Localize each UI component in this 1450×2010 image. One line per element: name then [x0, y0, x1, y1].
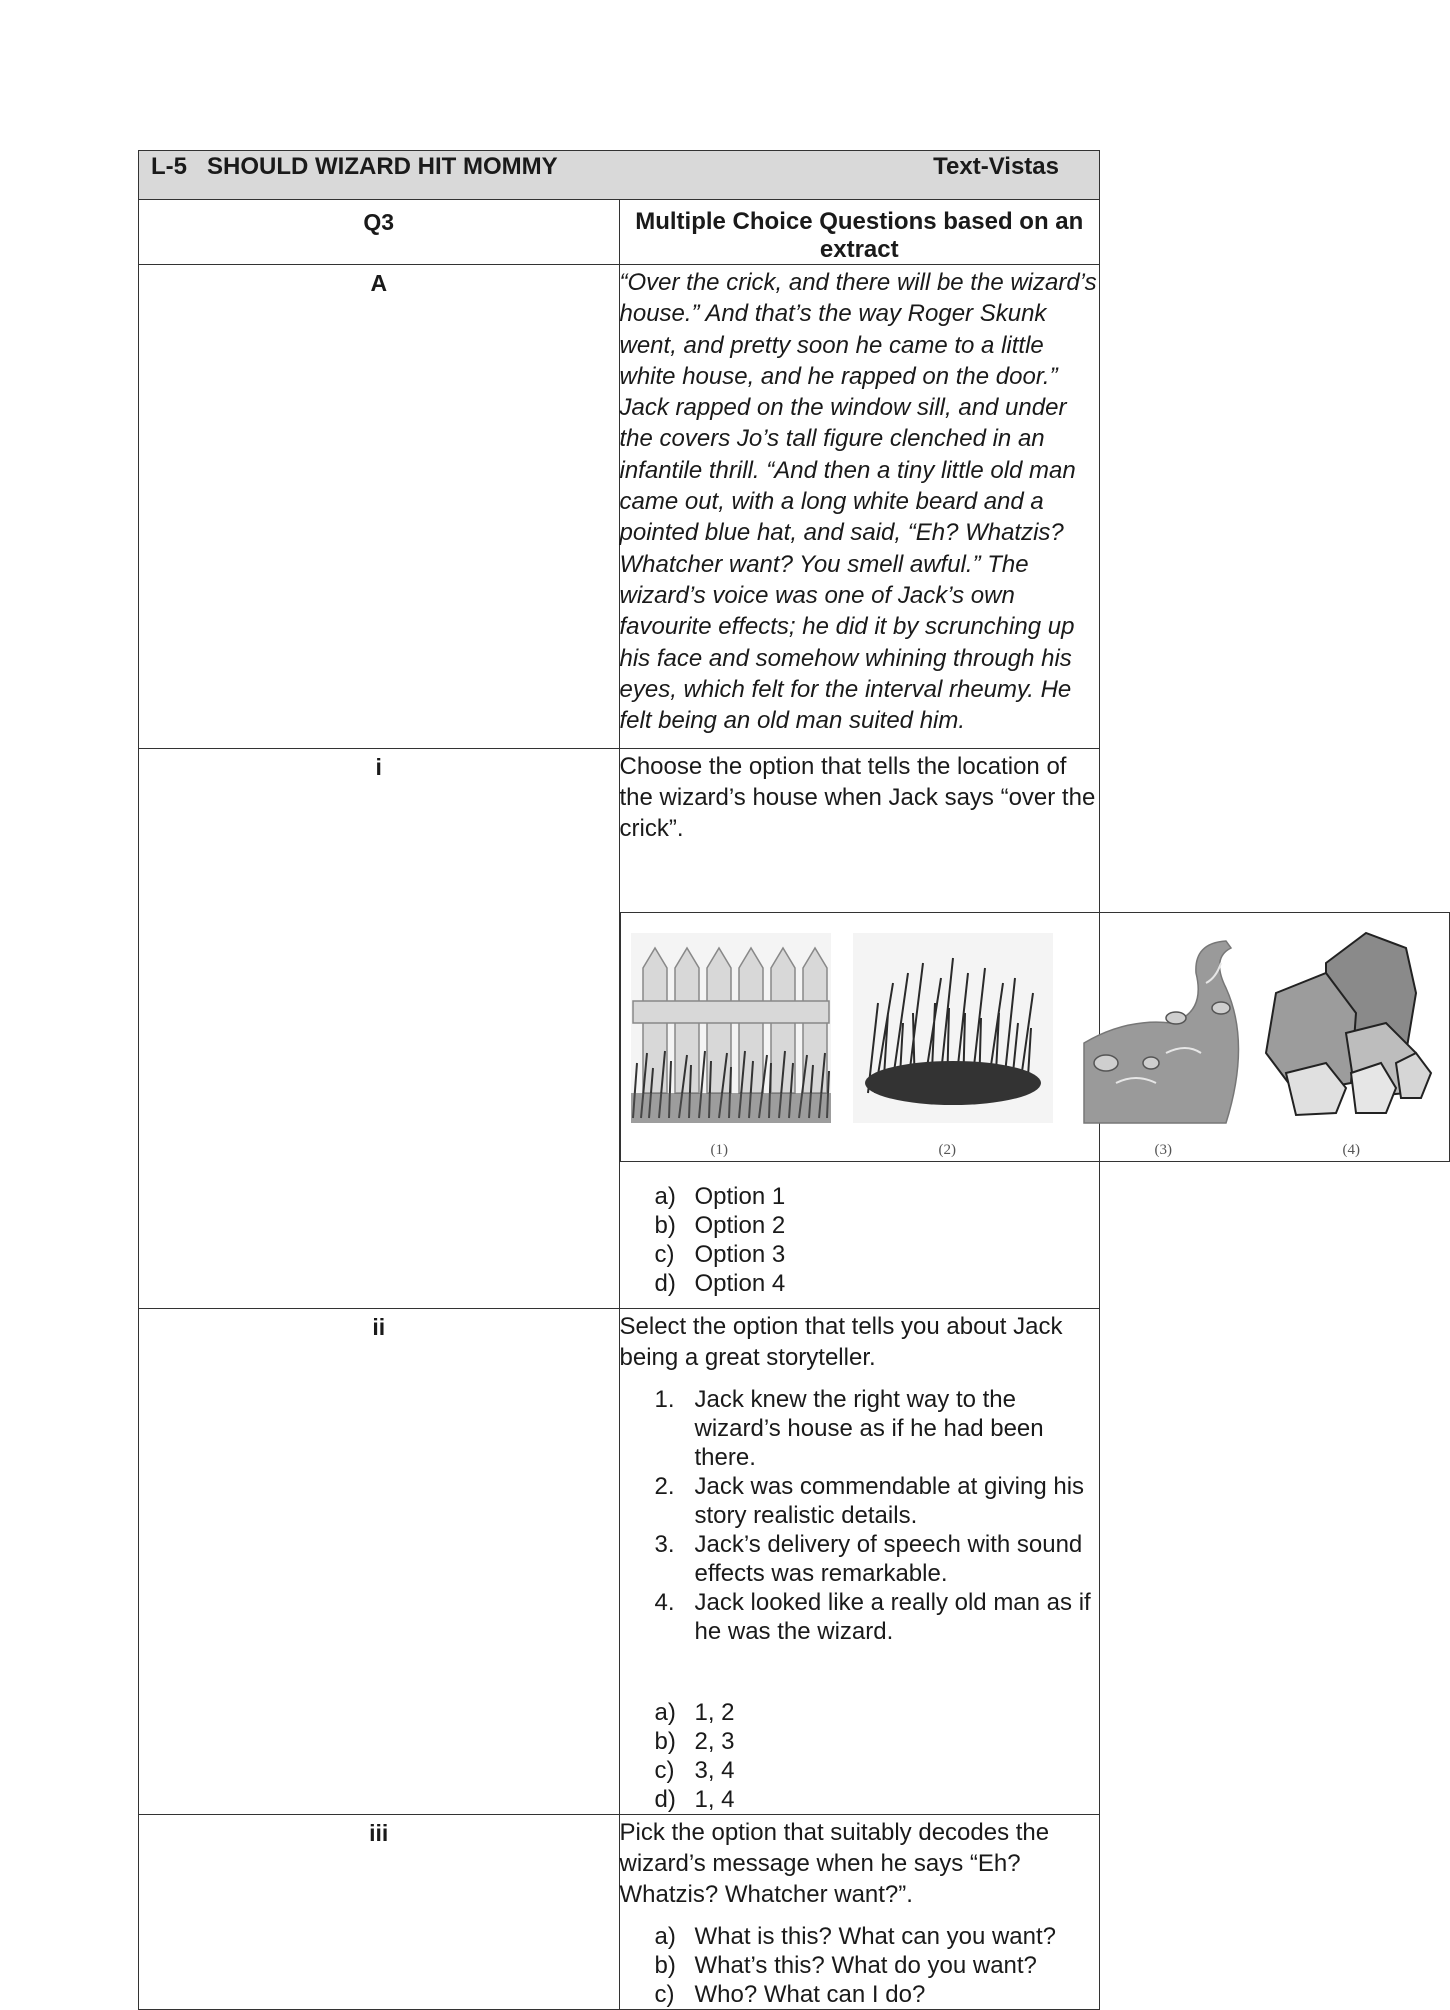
option-text: Option 2 [694, 1212, 786, 1240]
statement-text: Jack was commendable at giving his story realistic details. [694, 1473, 1085, 1530]
book-title: Text-Vistas [933, 153, 1059, 180]
option-text: 2, 3 [694, 1728, 735, 1756]
option-text: Option 3 [694, 1241, 786, 1269]
options-figure [620, 912, 1450, 1162]
statement-marker: 2. [654, 1473, 675, 1501]
extract-label: A [370, 270, 388, 296]
question-text: Select the option that tells you about Jack being a great storyteller. [619, 1313, 1063, 1372]
figure-caption-2: (2) [938, 1142, 956, 1159]
figure-caption-1: (1) [710, 1142, 728, 1159]
statement-marker: 3. [654, 1531, 675, 1559]
statement-text: Jack looked like a really old man as if he was the wizard. [694, 1589, 1091, 1646]
statements-list [620, 1385, 1100, 1646]
header-cell [139, 151, 1100, 200]
option-marker: d) [654, 1270, 676, 1298]
statement-1 [620, 1385, 1100, 1472]
statement-3 [620, 1530, 1100, 1588]
header-row [139, 151, 1100, 200]
option-text: Option 1 [694, 1183, 786, 1211]
worksheet-table [138, 150, 1360, 2010]
section-title: Multiple Choice Questions based on an extract [635, 208, 1084, 263]
question-label: i [375, 754, 382, 781]
picket-fence-icon [631, 933, 831, 1123]
lesson-title: L-5 SHOULD WIZARD HIT MOMMY [151, 153, 558, 180]
question-row-ii [139, 1309, 1100, 1815]
question-row-i [139, 749, 1100, 1309]
option-marker: c) [654, 1241, 675, 1269]
option-text: Who? What can I do? [694, 1981, 926, 2009]
option-c[interactable] [620, 1756, 1100, 1785]
option-marker: a) [654, 1183, 676, 1211]
option-text: 1, 2 [694, 1699, 735, 1727]
question-row-iii [139, 1815, 1100, 2010]
figure-caption-4: (4) [1342, 1142, 1360, 1159]
option-marker: b) [654, 1728, 676, 1756]
question-text: Pick the option that suitably decodes the wizard’s message when he says “Eh? Whatzis? Whatcher want?”. [619, 1819, 1050, 1909]
question-text: Choose the option that tells the location of the wizard’s house when Jack says “over the crick”. [619, 753, 1096, 843]
options-list [620, 1698, 1100, 1814]
section-row [139, 200, 1100, 265]
option-text: What is this? What can you want? [694, 1923, 1056, 1951]
option-b[interactable] [620, 1727, 1100, 1756]
question-label: ii [372, 1314, 386, 1341]
options-list [620, 1922, 1100, 2009]
option-marker: c) [654, 1981, 675, 2009]
statement-text: Jack’s delivery of speech with sound effects was remarkable. [694, 1531, 1083, 1588]
stream-icon [1076, 933, 1276, 1123]
statement-text: Jack knew the right way to the wizard’s house as if he had been there. [694, 1386, 1044, 1472]
option-text: 3, 4 [694, 1757, 735, 1785]
option-marker: a) [654, 1923, 676, 1951]
figure-caption-3: (3) [1154, 1142, 1172, 1159]
option-marker: d) [654, 1786, 676, 1814]
statement-marker: 1. [654, 1386, 675, 1414]
option-marker: b) [654, 1212, 676, 1240]
rocks-icon [1256, 923, 1446, 1123]
question-label: iii [369, 1820, 389, 1847]
option-marker: a) [654, 1699, 676, 1727]
option-text: 1, 4 [694, 1786, 735, 1814]
option-c[interactable] [620, 1980, 1100, 2009]
extract-row [139, 265, 1100, 749]
option-a[interactable] [620, 1182, 1100, 1211]
option-marker: b) [654, 1952, 676, 1980]
option-d[interactable] [620, 1269, 1100, 1298]
option-text: What’s this? What do you want? [694, 1952, 1037, 1980]
option-a[interactable] [620, 1922, 1100, 1951]
option-a[interactable] [620, 1698, 1100, 1727]
option-c[interactable] [620, 1240, 1100, 1269]
statement-marker: 4. [654, 1589, 675, 1617]
option-b[interactable] [620, 1951, 1100, 1980]
grass-tuft-icon [853, 933, 1053, 1123]
section-number: Q3 [363, 209, 395, 235]
extract-text: “Over the crick, and there will be the wizard’s house.” And that’s the way Roger Skunk went, and pretty soon he came to a little white house, and he rapped on the door.” Jack rapped on the window sill, and under the covers Jo’s tall figure clenched in an infantile thrill. “And then a tiny little old man came out, with a long white beard and a pointed blue hat, and said, “Eh? Whatzis? Whatcher want? You smell awful.” The wizard’s voice was one of Jack’s own favourite effects; he did it by scrunching up his face and somehow whining through his eyes, which felt for the interval rheumy. He felt being an old man suited him. [619, 269, 1097, 735]
option-d[interactable] [620, 1785, 1100, 1814]
statement-2 [620, 1472, 1100, 1530]
options-list [620, 1182, 1100, 1298]
option-marker: c) [654, 1757, 675, 1785]
option-b[interactable] [620, 1211, 1100, 1240]
statement-4 [620, 1588, 1100, 1646]
option-text: Option 4 [694, 1270, 786, 1298]
